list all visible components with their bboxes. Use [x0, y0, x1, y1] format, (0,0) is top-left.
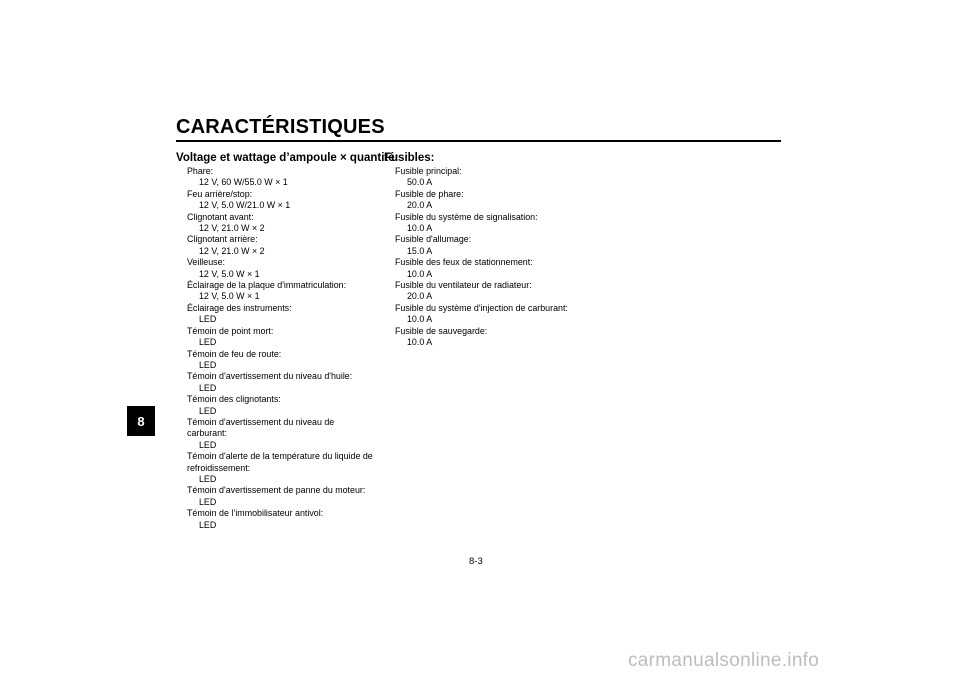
fuse-label: Fusible d'allumage:: [395, 234, 472, 245]
spec-value: 12 V, 5.0 W/21.0 W × 1: [199, 200, 291, 211]
fuse-value: 10.0 A: [407, 314, 433, 325]
spec-value: 12 V, 21.0 W × 2: [199, 223, 265, 234]
fuse-value: 50.0 A: [407, 177, 433, 188]
spec-value: 12 V, 60 W/55.0 W × 1: [199, 177, 288, 188]
spec-value: LED: [199, 382, 217, 393]
page-title: CARACTÉRISTIQUES: [176, 116, 385, 138]
fuse-label: Fusible du ventilateur de radiateur:: [395, 280, 532, 291]
fuse-label: Fusible du système de signalisation:: [395, 211, 538, 222]
fuse-value: 10.0 A: [407, 268, 433, 279]
title-underline: [176, 140, 781, 142]
spec-label: Veilleuse:: [187, 257, 225, 268]
spec-label: Clignotant avant:: [187, 211, 254, 222]
fuse-label: Fusible du système d'injection de carburant:: [395, 302, 568, 313]
spec-label: Éclairage de la plaque d'immatriculation:: [187, 280, 347, 291]
watermark-text[interactable]: carmanualsonline.info: [628, 650, 820, 671]
fuse-value: 10.0 A: [407, 337, 433, 348]
spec-value: 12 V, 5.0 W × 1: [199, 291, 260, 302]
bulb-specs-heading: Voltage et wattage d’ampoule × quantité:: [176, 152, 399, 164]
page-number: 8-3: [469, 556, 483, 567]
fuse-label: Fusible de sauvegarde:: [395, 325, 488, 336]
spec-value: LED: [199, 496, 217, 507]
spec-label: Témoin de l’immobilisateur antivol:: [187, 508, 324, 519]
spec-label: Témoin de point mort:: [187, 325, 274, 336]
spec-label: Feu arrière/stop:: [187, 188, 253, 199]
spec-value: 12 V, 5.0 W × 1: [199, 268, 260, 279]
bulb-specs-section: [176, 152, 399, 531]
chapter-tab: 8: [127, 406, 155, 436]
fuse-label: Fusible principal:: [395, 166, 462, 176]
spec-value: LED: [199, 519, 217, 530]
fuse-label: Fusible de phare:: [395, 188, 464, 199]
spec-value: 12 V, 21.0 W × 2: [199, 245, 265, 256]
spec-label: Témoin d'avertissement du niveau d'huile:: [187, 371, 353, 382]
fuse-value: 15.0 A: [407, 245, 433, 256]
spec-value: LED: [199, 473, 217, 484]
spec-value: LED: [199, 405, 217, 416]
spec-value: LED: [199, 439, 217, 450]
spec-label: Clignotant arrière:: [187, 234, 258, 245]
fuse-specs-heading: Fusibles:: [384, 152, 435, 164]
spec-label: Phare:: [187, 166, 214, 176]
fuse-value: 20.0 A: [407, 291, 433, 302]
spec-value: LED: [199, 314, 217, 325]
fuse-label: Fusible des feux de stationnement:: [395, 257, 533, 268]
spec-label: Éclairage des instruments:: [187, 302, 292, 313]
spec-value: LED: [199, 337, 217, 348]
spec-label: Témoin des clignotants:: [187, 394, 281, 405]
spec-value: LED: [199, 359, 217, 370]
spec-label: Témoin d'avertissement de panne du moteur:: [187, 485, 366, 496]
fuse-value: 10.0 A: [407, 223, 433, 234]
fuse-value: 20.0 A: [407, 200, 433, 211]
spec-label: Témoin d'alerte de la température du liquide de refroidissement:: [187, 451, 373, 473]
fuse-specs-section: [384, 152, 624, 349]
spec-label: Témoin de feu de route:: [187, 348, 282, 359]
spec-label: Témoin d'avertissement du niveau de carburant:: [187, 416, 335, 439]
